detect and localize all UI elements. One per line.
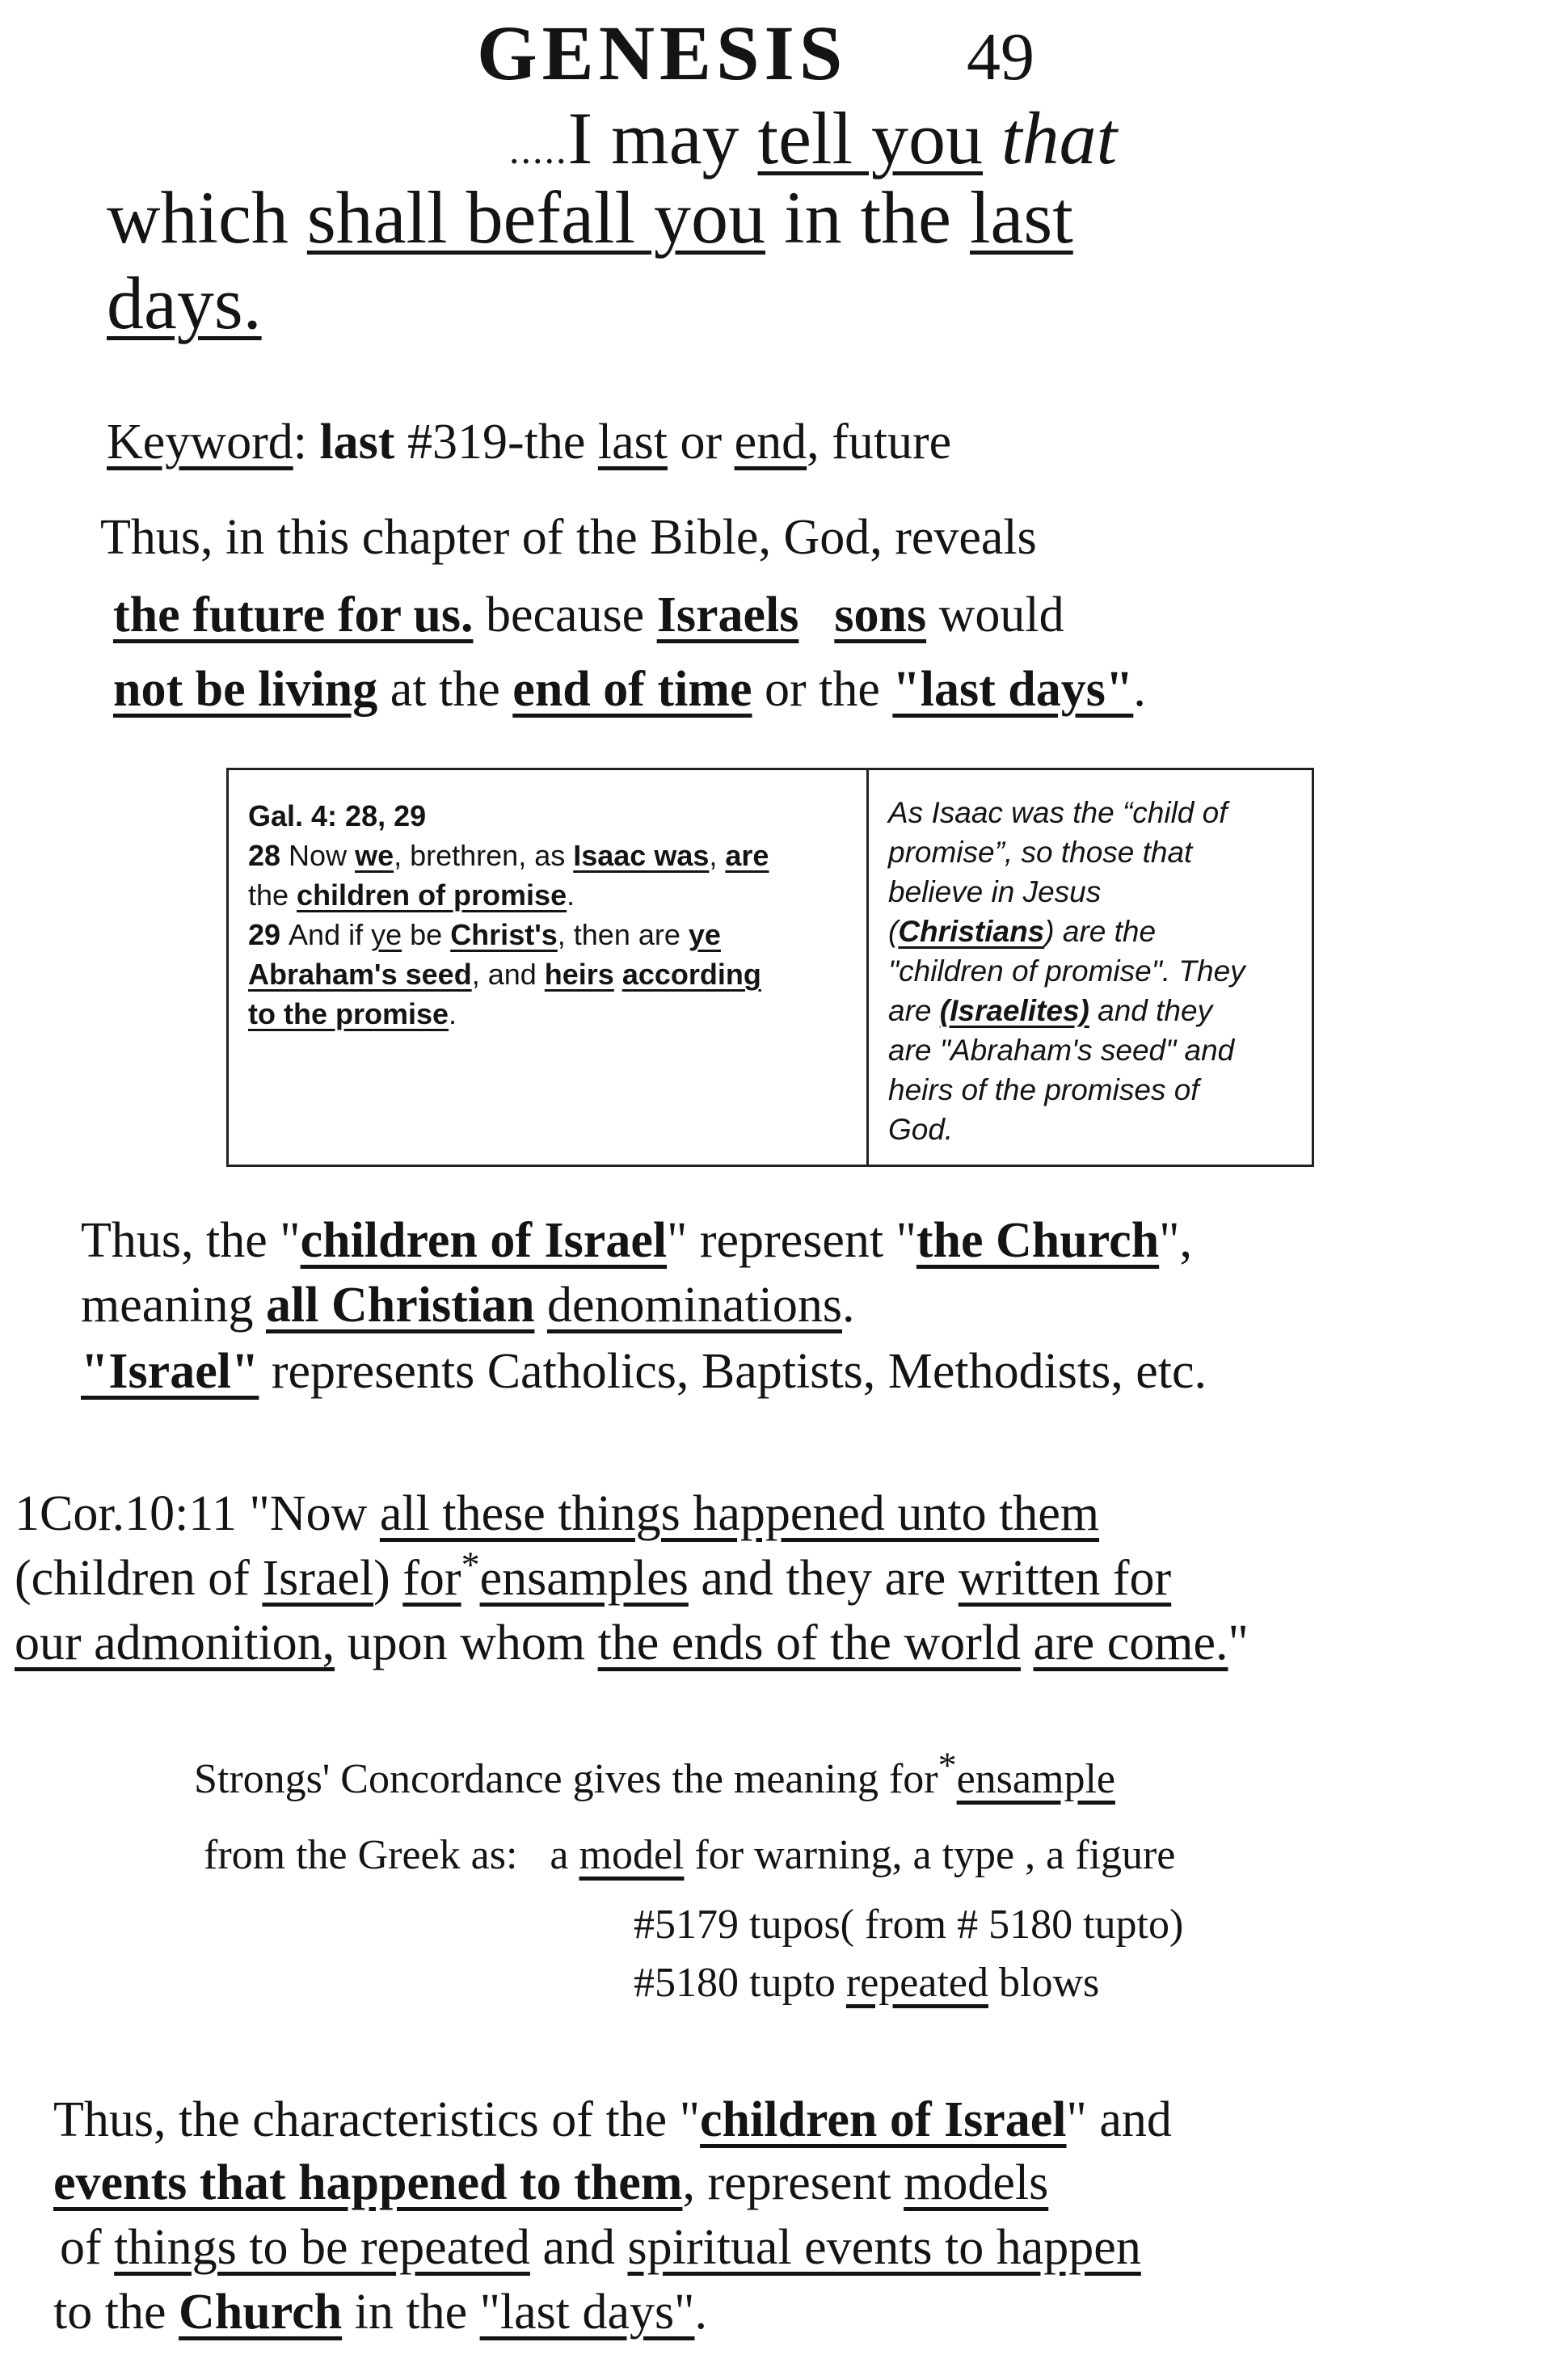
lead-line-1: .....I may tell you that bbox=[509, 97, 1118, 179]
verse-28-line-1: 28 Now we, brethren, as Isaac was, are bbox=[248, 839, 769, 872]
para3-line-3: of things to be repeated and spiritual events to happen bbox=[60, 2220, 1141, 2275]
verse-28-line-2: the children of promise. bbox=[248, 878, 575, 912]
keyword-line: Keyword: last #319-the last or end, future bbox=[107, 415, 952, 470]
verse-29-line-3: to the promise. bbox=[248, 997, 457, 1030]
para3-line-4: to the Church in the "last days". bbox=[53, 2285, 707, 2340]
strongs-line-3: #5179 tupos( from # 5180 tupto) bbox=[634, 1902, 1184, 1948]
asterisk-mark: * bbox=[461, 1544, 480, 1586]
para1-line-3: not be living at the end of time or the "last days". bbox=[113, 662, 1146, 717]
chapter-number: 49 bbox=[967, 19, 1034, 95]
verse-29-line-2: Abraham's seed, and heirs according bbox=[248, 958, 761, 991]
strongs-line-4: #5180 tupto repeated blows bbox=[634, 1960, 1100, 2006]
cor-line-2: (children of Israel) for*ensamples and they are written for bbox=[15, 1544, 1172, 1606]
cor-line-3: our admonition, upon whom the ends of the world are come." bbox=[15, 1615, 1249, 1670]
galatians-verses bbox=[229, 770, 869, 1165]
strongs-line-1: Strongs' Concordance gives the meaning for*ensample bbox=[194, 1744, 1115, 1802]
galatians-commentary: As Isaac was the “child of promise”, so those that believe in Jesus (Christians) are the "children of promise". They are (Israelites) and they are "Abraham's seed" and heirs of the promises of God. bbox=[888, 796, 1245, 1146]
cor-line-1: 1Cor.10:11 "Now all these things happened unto them bbox=[15, 1486, 1100, 1541]
para2-line-3: "Israel" represents Catholics, Baptists, Methodists, etc. bbox=[81, 1344, 1207, 1399]
para1-line-2: the future for us. because Israels sons would bbox=[113, 588, 1064, 642]
lead-line-3: days. bbox=[107, 262, 262, 344]
para1-line-1: Thus, in this chapter of the Bible, God, reveals bbox=[100, 510, 1037, 565]
galatians-table bbox=[226, 768, 1314, 1167]
para2-line-1: Thus, the "children of Israel" represent "the Church", bbox=[81, 1213, 1192, 1268]
page-title: GENESIS bbox=[477, 10, 848, 96]
lead-line-2: which shall befall you in the last bbox=[107, 176, 1073, 259]
para2-line-2: meaning all Christian denominations. bbox=[81, 1278, 855, 1333]
asterisk-mark-2: * bbox=[938, 1744, 957, 1786]
para3-line-2: events that happened to them, represent models bbox=[53, 2155, 1049, 2210]
para3-line-1: Thus, the characteristics of the "children of Israel" and bbox=[53, 2092, 1172, 2147]
strongs-line-2: from the Greek as: a model for warning, a type , a figure bbox=[204, 1832, 1176, 1878]
verse-29-line-1: 29 And if ye be Christ's, then are ye bbox=[248, 918, 721, 951]
verse-reference: Gal. 4: 28, 29 bbox=[248, 799, 427, 832]
